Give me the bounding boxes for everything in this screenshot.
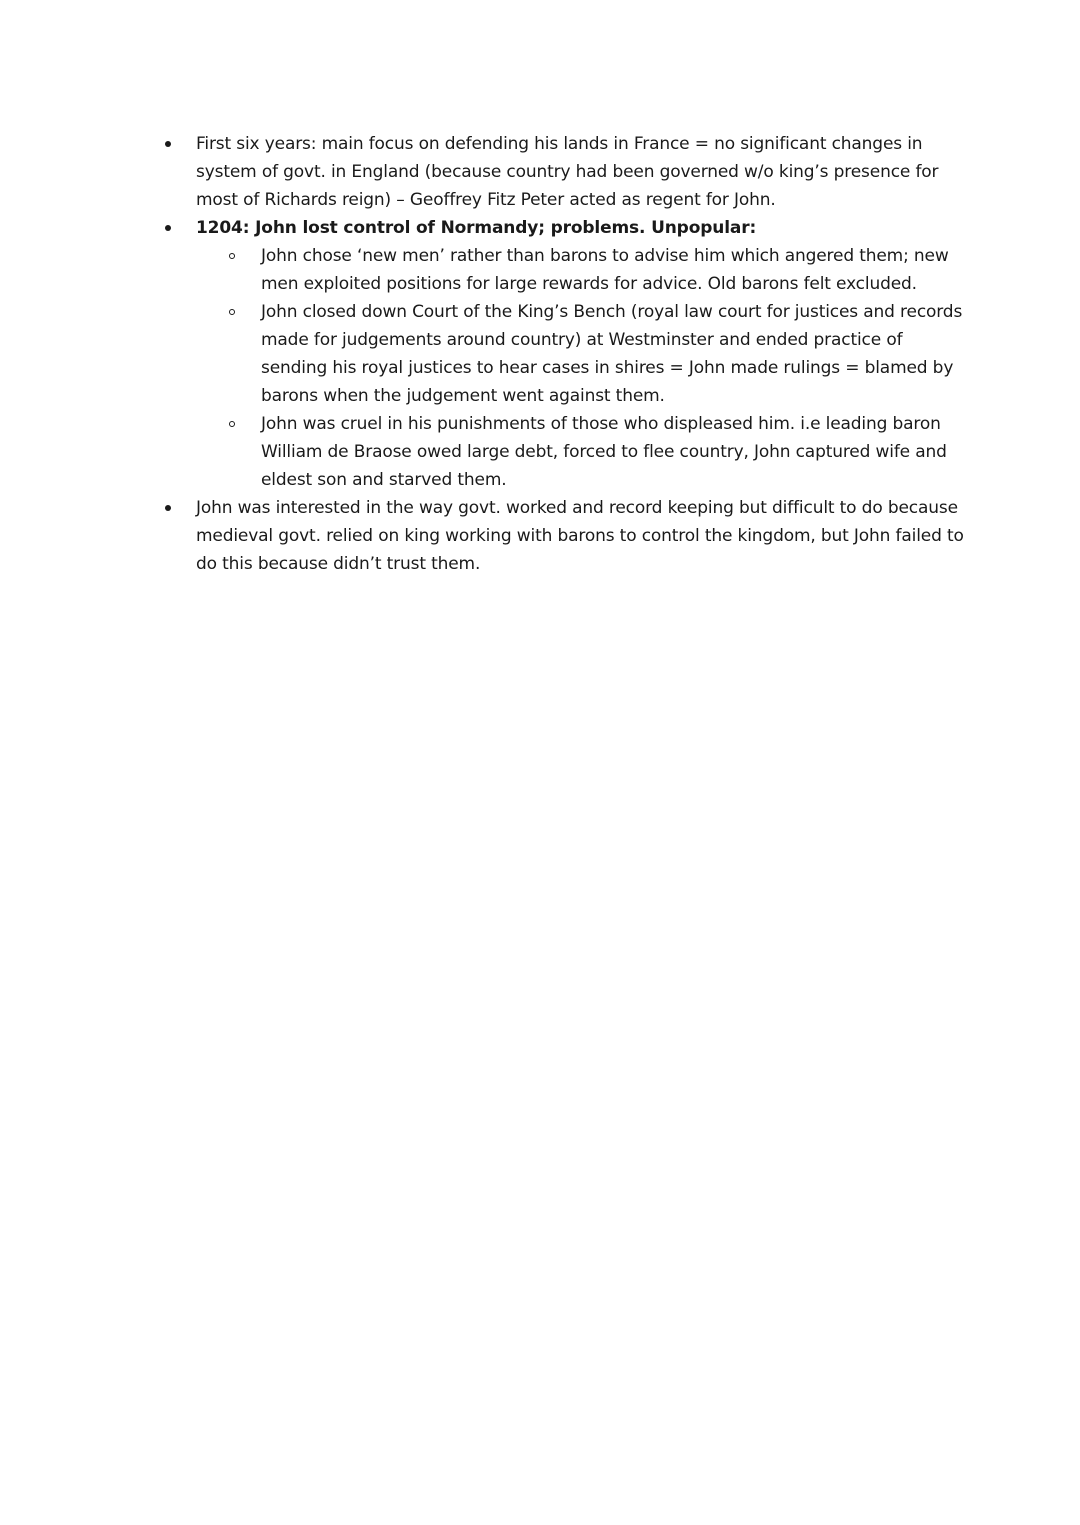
sub-note-kings-bench	[196, 298, 965, 410]
sub-list-unpopular	[196, 242, 965, 494]
note-first-six-years	[165, 130, 965, 214]
bullet-circle-icon	[229, 421, 235, 427]
bullet-dot-icon	[165, 141, 171, 147]
note-text: First six years: main focus on defending his lands in France = no significant changes in system of govt. in England (because country had been governed w/o king’s presence for most of Richards reign) – Geoffrey Fitz Peter acted as regent for John.	[196, 134, 939, 210]
note-record-keeping	[165, 494, 965, 578]
sub-note-new-men	[196, 242, 965, 298]
notes-list	[165, 130, 965, 578]
sub-note-cruel-punishments	[196, 410, 965, 494]
note-heading: 1204: John lost control of Normandy; problems. Unpopular:	[196, 218, 757, 238]
sub-note-text: John closed down Court of the King’s Bench (royal law court for justices and records made for judgements around country) at Westminster and ended practice of sending his royal justices to hear cases in shires = John made rulings = blamed by barons when the judgement went against them.	[261, 302, 963, 406]
bullet-dot-icon	[165, 505, 171, 511]
note-1204-normandy	[165, 214, 965, 494]
bullet-dot-icon	[165, 225, 171, 231]
sub-note-text: John was cruel in his punishments of those who displeased him. i.e leading baron William de Braose owed large debt, forced to flee country, John captured wife and eldest son and starved them.	[261, 414, 947, 490]
sub-note-text: John chose ‘new men’ rather than barons to advise him which angered them; new men exploited positions for large rewards for advice. Old barons felt excluded.	[261, 246, 949, 294]
bullet-circle-icon	[229, 253, 235, 259]
note-text: John was interested in the way govt. worked and record keeping but difficult to do because medieval govt. relied on king working with barons to control the kingdom, but John failed to do this because didn’t trust them.	[196, 498, 964, 574]
bullet-circle-icon	[229, 309, 235, 315]
